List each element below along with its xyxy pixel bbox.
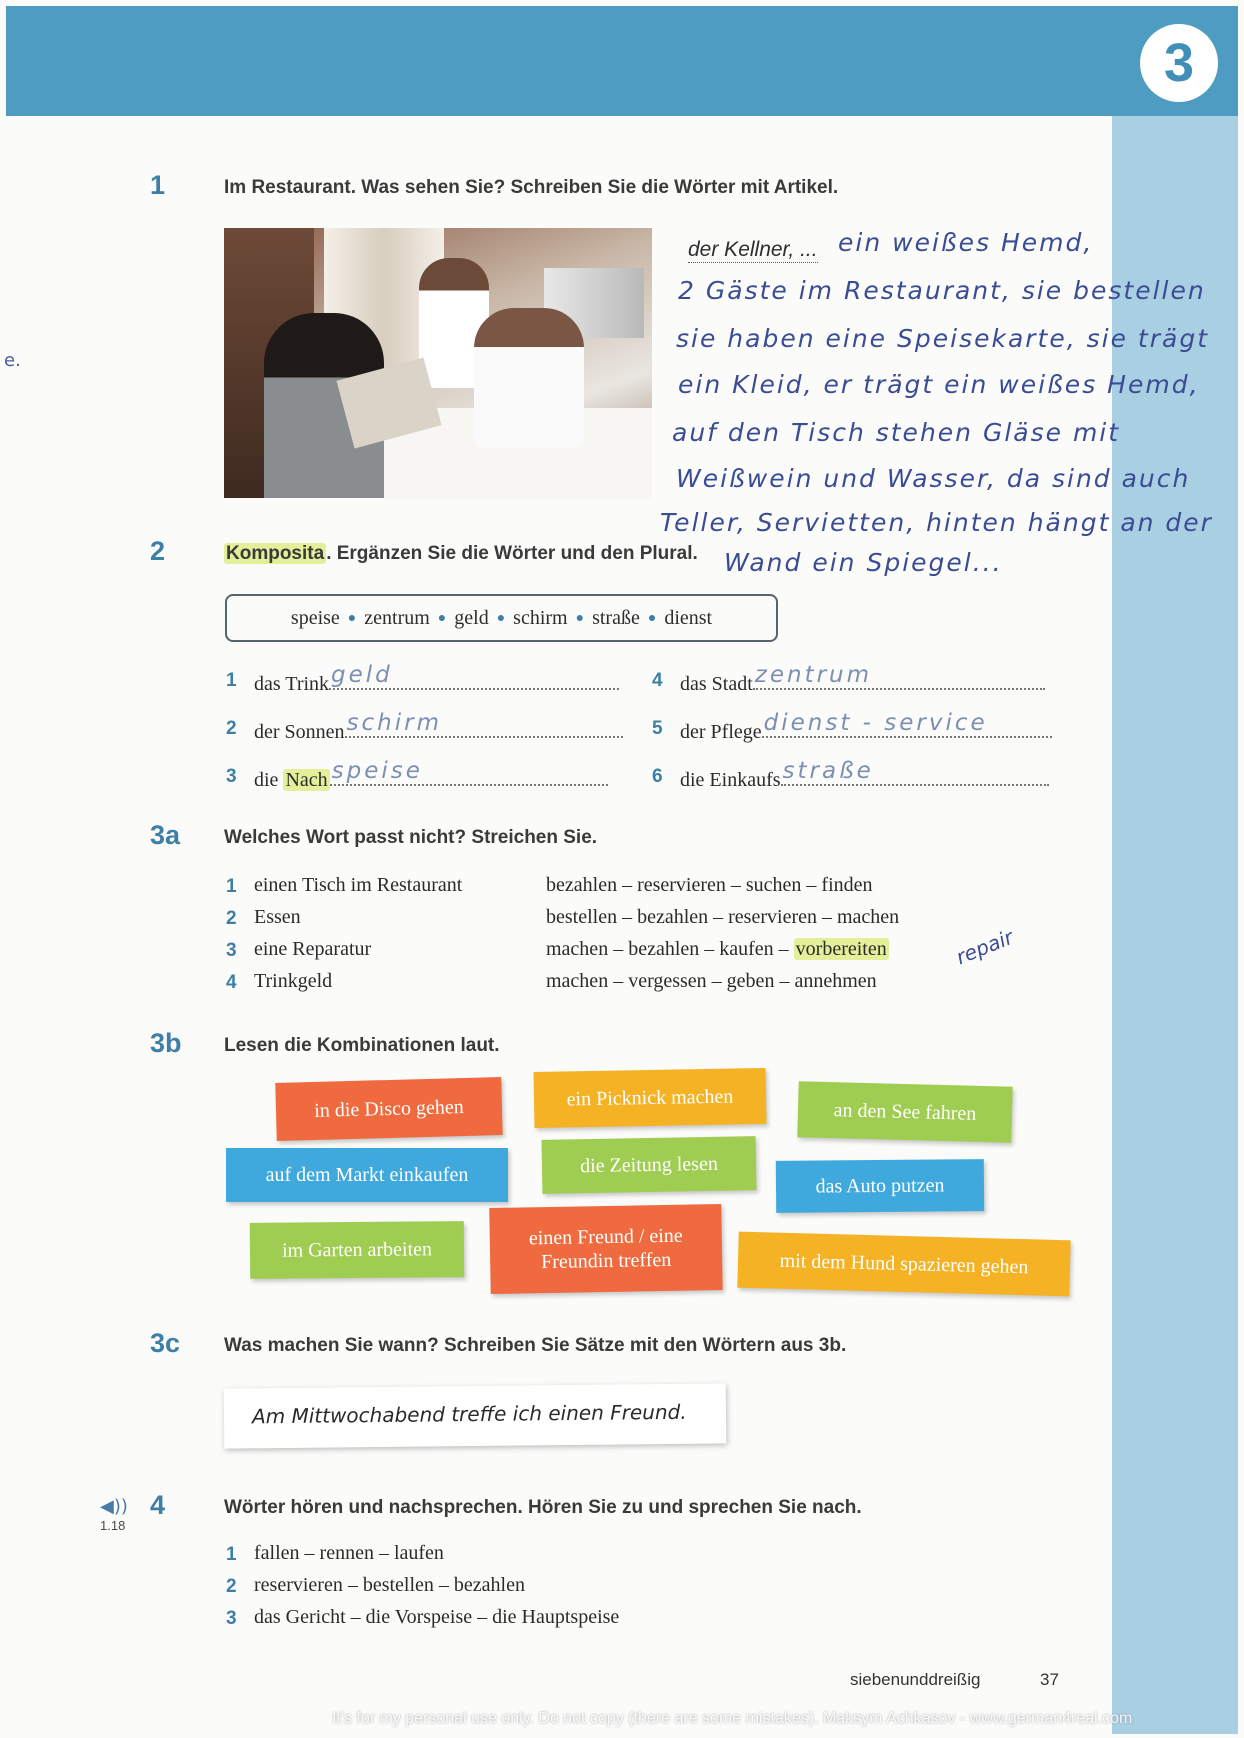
word-schirm: schirm: [513, 607, 568, 629]
exercise-3a-title: Welches Wort passt nicht? Streichen Sie.: [224, 827, 598, 848]
exercise-4-title: Wörter hören und nachsprechen. Hören Sie zu und sprechen Sie nach.: [224, 1497, 862, 1518]
word-zentrum: zentrum: [364, 607, 430, 629]
row-number: 2: [226, 908, 237, 929]
compound-prefix: die Einkaufs: [680, 769, 781, 791]
phrase-card: an den See fahren: [797, 1081, 1012, 1143]
highlighted-word: Komposita: [226, 543, 325, 564]
top-color-band: [6, 6, 1238, 116]
row-subject: Trinkgeld: [254, 970, 333, 992]
word-row: reservieren – bestellen – bezahlen: [254, 1574, 525, 1596]
item-number: 5: [652, 718, 663, 739]
compound-item-6: [680, 758, 1049, 792]
handwritten-note-repair: repair: [952, 924, 1017, 970]
compound-item-1: [254, 662, 619, 696]
handwritten-line-8: Wand ein Spiegel...: [724, 548, 1003, 577]
phrase-card: ein Picknick machen: [534, 1068, 767, 1128]
handwritten-answer: straße: [782, 758, 874, 784]
answer-blank[interactable]: [329, 662, 619, 690]
exercise-3b-title: Lesen die Kombinationen laut.: [224, 1035, 500, 1056]
exercise-1-title: Im Restaurant. Was sehen Sie? Schreiben Sie die Wörter mit Artikel.: [224, 177, 839, 198]
handwritten-answer: speise: [331, 758, 423, 784]
compound-prefix: der Sonnen: [254, 721, 345, 743]
answer-blank[interactable]: [753, 662, 1045, 690]
exercise-3c-title: Was machen Sie wann? Schreiben Sie Sätze mit den Wörtern aus 3b.: [224, 1335, 847, 1356]
bullet-icon: ●: [496, 611, 506, 626]
phrase-card: die Zeitung lesen: [542, 1136, 757, 1194]
phrase-card: das Auto putzen: [776, 1159, 984, 1213]
audio-track-number: 1.18: [100, 1518, 126, 1533]
item-number: 4: [652, 670, 663, 691]
compound-item-5: [680, 710, 1052, 744]
exercise-3c-number: 3c: [150, 1328, 181, 1358]
row-number: 3: [226, 1608, 237, 1629]
bullet-icon: ●: [347, 611, 357, 626]
answer-intro: der Kellner, ...: [688, 238, 818, 261]
item-number: 3: [226, 766, 237, 787]
answer-blank[interactable]: [330, 758, 608, 786]
compound-prefix: das Stadt: [680, 673, 753, 695]
word-row: das Gericht – die Vorspeise – die Hauptspeise: [254, 1606, 620, 1628]
word-geld: geld: [454, 607, 489, 629]
exercise-2-number: 2: [150, 536, 166, 566]
margin-note: e.: [4, 350, 21, 371]
right-sidebar-band: [1112, 116, 1238, 1734]
compound-prefix: der Pflege: [680, 721, 762, 743]
item-number: 1: [226, 670, 237, 691]
exercise-1-number: 1: [150, 170, 166, 200]
restaurant-photo: [224, 228, 652, 498]
word-strasse: straße: [592, 607, 640, 629]
exercise-3a-number: 3a: [150, 820, 181, 850]
highlighted-option: vorbereiten: [795, 938, 887, 960]
answer-blank[interactable]: [762, 710, 1052, 738]
row-options[interactable]: bezahlen – reservieren – suchen – finden: [546, 874, 873, 896]
handwritten-line-6: Weißwein und Wasser, da sind auch: [676, 464, 1191, 493]
handwritten-line-7: Teller, Servietten, hinten hängt an der: [660, 508, 1213, 537]
row-options[interactable]: bestellen – bezahlen – reservieren – machen: [546, 906, 900, 928]
handwritten-line-2: 2 Gäste im Restaurant, sie bestellen: [678, 276, 1206, 305]
compound-prefix: die: [254, 769, 284, 791]
word-speise: speise: [290, 607, 340, 629]
handwritten-line-3: sie haben eine Speisekarte, sie trägt: [676, 324, 1209, 353]
page-number-word: siebenunddreißig: [850, 1670, 981, 1689]
watermark: It's for my personal use only. Do not copy (there are some mistakes). Maksym Achkasov - www.german4real.com: [332, 1710, 1133, 1727]
phrase-card: auf dem Markt einkaufen: [226, 1148, 508, 1202]
row-number: 2: [226, 1576, 237, 1597]
bullet-icon: ●: [575, 611, 585, 626]
answer-blank[interactable]: [345, 710, 623, 738]
compound-item-4: [680, 662, 1045, 696]
word-box: [225, 594, 778, 642]
row-subject: einen Tisch im Restaurant: [254, 874, 463, 896]
word-dienst: dienst: [664, 607, 713, 629]
options-text: machen – bezahlen – kaufen –: [546, 938, 794, 960]
compound-item-2: [254, 710, 623, 744]
bullet-icon: ●: [647, 611, 657, 626]
item-number: 6: [652, 766, 663, 787]
exercise-2-title: [224, 543, 698, 565]
row-subject: eine Reparatur: [254, 938, 372, 960]
item-number: 2: [226, 718, 237, 739]
handwritten-answer: schirm: [346, 710, 443, 736]
exercise-3b-number: 3b: [150, 1028, 182, 1058]
handwritten-answer: zentrum: [754, 662, 873, 688]
word-row: fallen – rennen – laufen: [254, 1542, 444, 1564]
handwritten-answer: dienst - service: [763, 710, 988, 736]
row-options[interactable]: [546, 938, 889, 961]
handwritten-line-4: ein Kleid, er trägt ein weißes Hemd,: [678, 370, 1200, 399]
row-options[interactable]: machen – vergessen – geben – annehmen: [546, 970, 877, 992]
exercise-2-title-rest: . Ergänzen Sie die Wörter und den Plural.: [326, 543, 698, 564]
phrase-card: in die Disco gehen: [275, 1077, 502, 1141]
compound-item-3: [254, 758, 608, 792]
chapter-badge: 3: [1140, 24, 1218, 102]
row-number: 4: [226, 972, 237, 993]
phrase-card: mit dem Hund spazieren gehen: [737, 1232, 1070, 1297]
male-guest-figure: [474, 308, 584, 448]
handwritten-line-1: ein weißes Hemd,: [838, 228, 1094, 257]
row-subject: Essen: [254, 906, 301, 928]
handwritten-answer: geld: [331, 662, 393, 688]
compound-prefix: das Trink: [254, 673, 330, 695]
example-sentence: Am Mittwochabend treffe ich einen Freund.: [251, 1399, 687, 1429]
row-number: 1: [226, 1544, 237, 1565]
speaker-icon[interactable]: ◀)): [100, 1496, 128, 1517]
exercise-4-number: 4: [150, 1490, 166, 1520]
bullet-icon: ●: [437, 611, 447, 626]
phrase-card: im Garten arbeiten: [250, 1221, 464, 1279]
example-sentence-card: [224, 1383, 727, 1448]
row-number: 3: [226, 940, 237, 961]
handwritten-line-5: auf den Tisch stehen Gläse mit: [672, 418, 1121, 447]
page-number: 37: [1040, 1670, 1059, 1689]
row-number: 1: [226, 876, 237, 897]
phrase-card: einen Freund / eine Freundin treffen: [489, 1204, 722, 1294]
highlighted-prefix: Nach: [285, 769, 328, 791]
answer-blank[interactable]: [781, 758, 1049, 786]
